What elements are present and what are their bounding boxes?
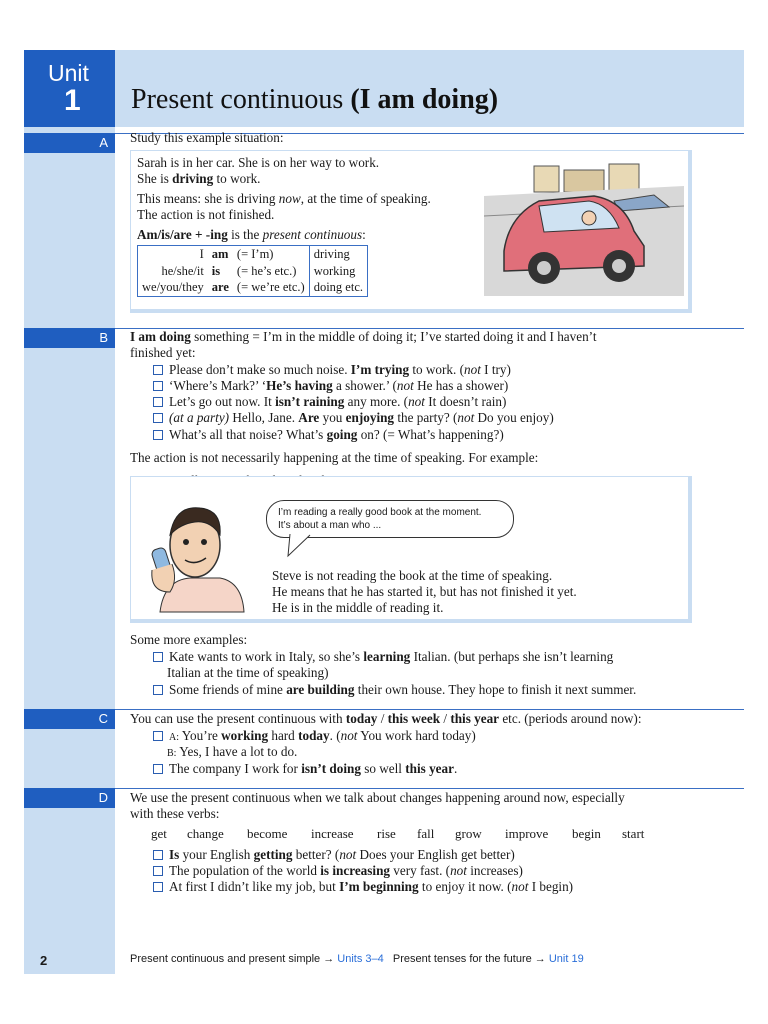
dialogue-line-a: A: You’re working hard today. (not You work hard today) (153, 728, 476, 747)
section-tab-c: C (24, 709, 115, 729)
footer-cross-references: Present continuous and present simple → Units 3–4 Present tenses for the future → Unit 19 (130, 953, 584, 965)
example-item: Some friends of mine are building their own house. They hope to finish it next summer. (153, 682, 636, 699)
steve-illustration (150, 500, 248, 614)
steve-line: He means that he has started it, but has not finished it yet. (272, 584, 577, 599)
conjugation-table: I am (= I’m) driving he/she/it is (= he’s etc.) working we/you/they are (= we’re etc.) doing etc. (137, 245, 368, 297)
section-tab-a: A (24, 133, 115, 153)
section-c-intro: You can use the present continuous with today / this week / this year etc. (periods around now): (130, 711, 642, 726)
rule-line: Am/is/are + -ing is the present continuous: (137, 227, 366, 242)
section-d-intro-cont: with these verbs: (130, 806, 220, 821)
bullet-box-icon (153, 850, 163, 860)
bullet-box-icon (153, 413, 163, 423)
example-line: This means: she is driving now, at the time of speaking. (137, 191, 431, 206)
page-number: 2 (40, 953, 48, 968)
section-d-intro: We use the present continuous when we talk about changes happening around now, especially (130, 790, 625, 805)
header (115, 50, 744, 127)
speech-tail-icon (286, 532, 316, 558)
bullet-box-icon (153, 381, 163, 391)
example-item-cont: Italian at the time of speaking) (167, 665, 329, 680)
section-a-intro: Study this example situation: (130, 130, 284, 145)
verb: become (247, 826, 288, 841)
section-divider (115, 788, 744, 789)
explanation-line: The action is not necessarily happening at the time of speaking. For example: (130, 450, 539, 465)
verb: grow (455, 826, 482, 841)
page-title: Present continuous (I am doing) (131, 84, 499, 115)
bullet-box-icon (153, 731, 163, 741)
unit-label: Unit (48, 60, 89, 86)
example-item: Let’s go out now. It isn’t raining any more. (not It doesn’t rain) (153, 394, 506, 411)
verb: rise (377, 826, 396, 841)
bullet-box-icon (153, 685, 163, 695)
example-item: Please don’t make so much noise. I’m trying to work. (not I try) (153, 362, 511, 379)
example-item: Is your English getting better? (not Does your English get better) (153, 847, 515, 864)
example-line: She is driving to work. (137, 171, 261, 186)
verb: start (622, 826, 645, 841)
bullet-box-icon (153, 365, 163, 375)
verb: fall (417, 826, 435, 841)
bullet-box-icon (153, 866, 163, 876)
steve-line: He is in the middle of reading it. (272, 600, 444, 615)
example-line: The action is not finished. (137, 207, 275, 222)
bullet-box-icon (153, 652, 163, 662)
section-b-intro-cont: finished yet: (130, 345, 196, 360)
example-line: Sarah is in her car. She is on her way to work. (137, 155, 380, 170)
example-item: What’s all that noise? What’s going on? (= What’s happening?) (153, 427, 504, 444)
bullet-box-icon (153, 397, 163, 407)
verb: get (151, 826, 167, 841)
example-item: ‘Where’s Mark?’ ‘He’s having a shower.’ (not He has a shower) (153, 378, 508, 395)
example-item: (at a party) Hello, Jane. Are you enjoying the party? (not Do you enjoy) (153, 410, 554, 427)
bullet-box-icon (153, 882, 163, 892)
section-b-intro: I am doing something = I’m in the middle of doing it; I’ve started doing it and I haven’t (130, 329, 597, 344)
verb: change (187, 826, 224, 841)
bullet-box-icon (153, 430, 163, 440)
link-unit-19[interactable]: Unit 19 (548, 953, 584, 965)
example-item: Kate wants to work in Italy, so she’s learning Italian. (but perhaps she isn’t learning (153, 649, 613, 666)
steve-line: Steve is not reading the book at the time of speaking. (272, 568, 553, 583)
sidebar (24, 50, 115, 974)
example-item: The population of the world is increasing very fast. (not increases) (153, 863, 523, 880)
section-divider (115, 709, 744, 710)
verb: begin (572, 826, 601, 841)
example-item: The company I work for isn’t doing so well this year. (153, 761, 457, 778)
example-item: At first I didn’t like my job, but I’m beginning to enjoy it now. (not I begin) (153, 879, 573, 896)
link-units-3-4[interactable]: Units 3–4 (337, 953, 384, 965)
unit-number: 1 (64, 84, 81, 117)
car-illustration (484, 156, 684, 298)
unit-badge (24, 50, 115, 127)
more-examples-heading: Some more examples: (130, 632, 248, 647)
bullet-box-icon (153, 764, 163, 774)
section-tab-d: D (24, 788, 115, 808)
verb: increase (311, 826, 354, 841)
speech-bubble-text: I’m reading a really good book at the moment. It’s about a man who ... (278, 507, 482, 531)
verb: improve (505, 826, 549, 841)
section-tab-b: B (24, 328, 115, 348)
dialogue-line-b: B: Yes, I have a lot to do. (167, 744, 298, 759)
